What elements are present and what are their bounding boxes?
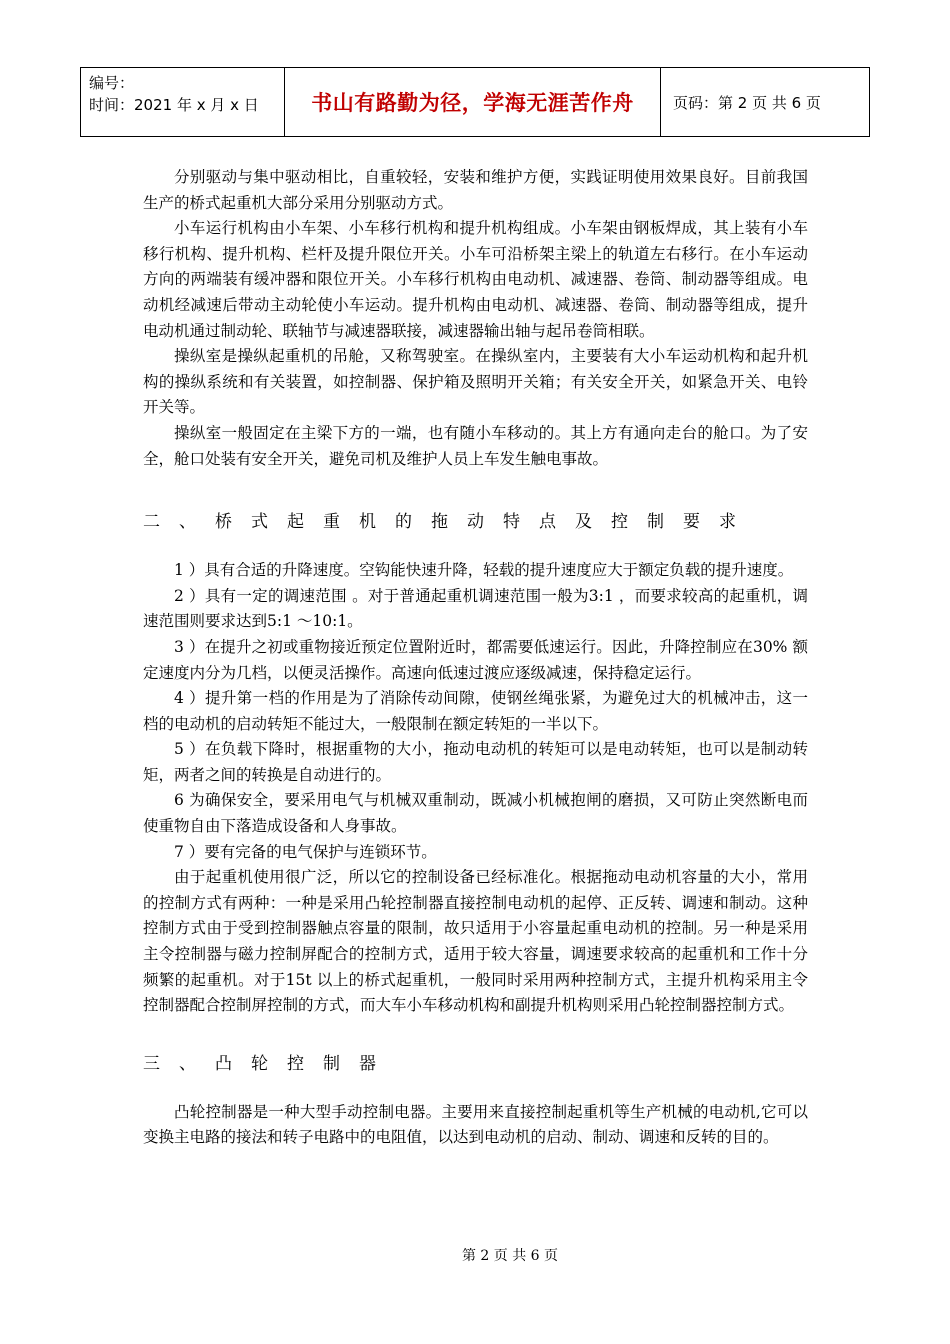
list-item: 2 ）具有一定的调速范围 。对于普通起重机调速范围一般为3:1 ，而要求较高的起重机，调速范围则要求达到5:1 ～10:1。 [143,586,808,631]
document-date-label: 时间：2021 年 x 月 x 日 [89,96,259,114]
header-motto: 书山有路勤为径，学海无涯苦作舟 [311,91,634,115]
document-body [143,165,808,1151]
document-code-label: 编号： [89,74,135,92]
section-heading: 三、凸轮控制器 [143,1053,395,1074]
paragraph: 操纵室一般固定在主梁下方的一端，也有随小车移动的。其上方有通向走台的舱口。为了安全，舱口处装有安全开关，避免司机及维护人员上车发生触电事故。 [143,423,808,468]
paragraph: 操纵室是操纵起重机的吊舱，又称驾驶室。在操纵室内，主要装有大小车运动机构和起升机构的操纵系统和有关装置，如控制器、保护箱及照明开关箱；有关安全开关，如紧急开关、电铃开关等。 [143,347,808,417]
paragraph: 小车运行机构由小车架、小车移行机构和提升机构组成。小车架由钢板焊成，其上装有小车移行机构、提升机构、栏杆及提升限位开关。小车可沿桥架主梁上的轨道左右移行。在小车运动方向的两端装有缓冲器和限位开关。小车移行机构由电动机、减速器、卷筒、制动器等组成。电动机经减速后带动主动轮使小车运动。提升机构由电动机、减速器、卷筒、制动器等组成，提升电动机通过制动轮、联轴节与减速器联接，减速器输出轴与起吊卷筒相联。 [143,219,808,340]
list-item: 3 ）在提升之初或重物接近预定位置附近时，都需要低速运行。因此，升降控制应在30% 额定速度内分为几档，以便灵活操作。高速向低速过渡应逐级减速，保持稳定运行。 [143,637,808,682]
header-meta [81,68,285,136]
list-item: 4 ）提升第一档的作用是为了消除传动间隙，使钢丝绳张紧，为避免过大的机械冲击，这一档的电动机的启动转矩不能过大，一般限制在额定转矩的一半以下。 [143,689,808,733]
page-footer: 第 2 页 共 6 页 [461,1248,559,1264]
list-item: 6 为确保安全，要采用电气与机械双重制动，既减小机械抱闸的磨损，又可防止突然断电而使重物自由下落造成设备和人身事故。 [143,791,808,836]
header-page-number: 页码：第 2 页 共 6 页 [673,93,821,112]
list-item: 5 ）在负载下降时，根据重物的大小，拖动电动机的转矩可以是电动转矩，也可以是制动转矩，两者之间的转换是自动进行的。 [143,740,808,784]
list-item: 7 ）要有完备的电气保护与连锁环节。 [174,842,437,861]
header-motto-cell [285,68,661,136]
section-heading: 二、桥式起重机的拖动特点及控制要求 [143,512,755,533]
list-item: 1 ）具有合适的升降速度。空钩能快速升降，轻载的提升速度应大于额定负载的提升速度。 [174,561,794,580]
paragraph: 分别驱动与集中驱动相比，自重较轻，安装和维护方便，实践证明使用效果良好。目前我国生产的桥式起重机大部分采用分别驱动方式。 [143,168,808,212]
paragraph: 凸轮控制器是一种大型手动控制电器。主要用来直接控制起重机等生产机械的电动机,它可以变换主电路的接法和转子电路中的电阻值，以达到电动机的启动、制动、调速和反转的目的。 [143,1102,808,1147]
paragraph: 由于起重机使用很广泛，所以它的控制设备已经标准化。根据拖动电动机容量的大小，常用的控制方式有两种：一种是采用凸轮控制器直接控制电动机的起停、正反转、调速和制动。这种控制方式由于受到控制器触点容量的限制，故只适用于小容量起重电动机的控制。另一种是采用主令控制器与磁力控制屏配合的控制方式，适用于较大容量，调速要求较高的起重机和工作十分频繁的起重机。对于15t 以上的桥式起重机，一般同时采用两种控制方式，主提升机构采用主令控制器配合控制屏控制的方式，而大车小车移动机构和副提升机构则采用凸轮控制器控制方式。 [143,868,808,1015]
page-header [80,67,870,137]
